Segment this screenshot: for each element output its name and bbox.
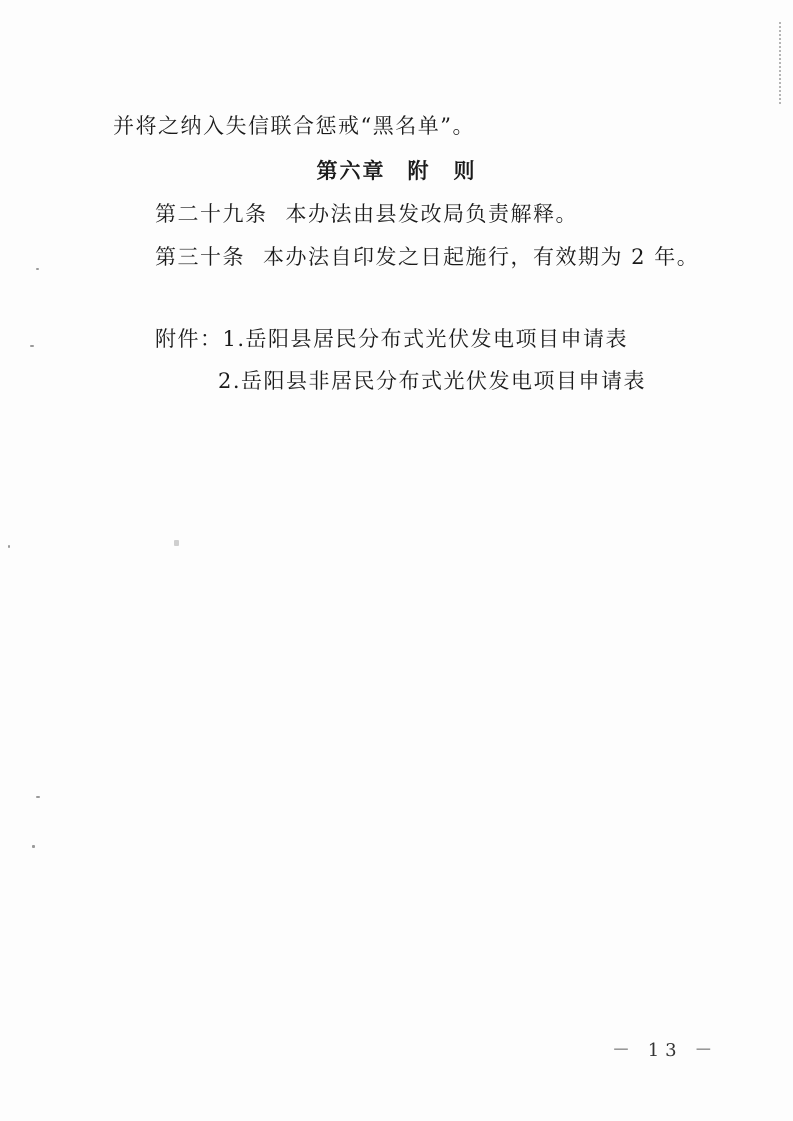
chapter-heading xyxy=(0,157,793,185)
article-30-text: 本办法自印发之日起施行，有效期为 2 年。 xyxy=(263,245,700,269)
scan-speck xyxy=(8,545,10,548)
continuation-paragraph: 并将之纳入失信联合惩戒“黑名单”。 xyxy=(113,114,475,138)
attachments-label: 附件： xyxy=(155,327,223,351)
article-29 xyxy=(155,200,578,228)
chapter-number: 第六章 xyxy=(316,159,386,183)
scan-speck xyxy=(174,540,179,546)
article-29-text: 本办法由县发改局负责解释。 xyxy=(285,202,578,226)
attachment-2-text: 2.岳阳县非居民分布式光伏发电项目申请表 xyxy=(218,369,647,393)
attachment-1 xyxy=(155,325,628,353)
article-30 xyxy=(155,243,699,271)
scan-speck xyxy=(30,345,34,347)
chapter-title: 附 则 xyxy=(407,159,477,183)
article-30-number: 第三十条 xyxy=(155,245,245,269)
attachment-2 xyxy=(218,367,646,395)
scan-edge-mark xyxy=(779,22,783,104)
scan-speck xyxy=(36,268,39,270)
article-29-number: 第二十九条 xyxy=(155,202,268,226)
attachment-1-text: 1.岳阳县居民分布式光伏发电项目申请表 xyxy=(222,327,629,351)
scan-speck xyxy=(32,845,35,848)
page-number: － 13 － xyxy=(612,1040,719,1061)
scan-speck xyxy=(36,796,40,798)
